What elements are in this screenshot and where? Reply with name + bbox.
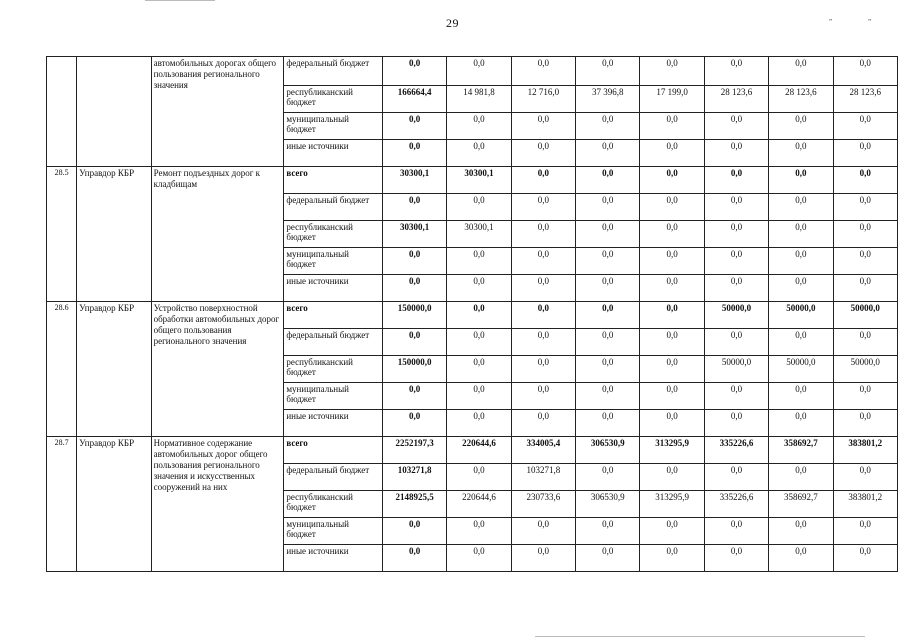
- funding-source-cell: муниципальный бюджет: [284, 113, 383, 140]
- scan-mark-right: „: [868, 14, 872, 22]
- year-amount-cell: 0,0: [640, 113, 704, 140]
- activity-description-cell: автомобильных дорогах общего пользования регионального значения: [151, 57, 284, 167]
- item-number-cell: 28.5: [47, 167, 77, 302]
- year-amount-cell: 0,0: [769, 248, 833, 275]
- year-amount-cell: 0,0: [769, 518, 833, 545]
- year-amount-cell: 383801,2: [833, 491, 897, 518]
- executor-cell: Управдор КБР: [77, 437, 151, 572]
- year-amount-cell: 335226,6: [704, 491, 768, 518]
- year-amount-cell: 0,0: [704, 329, 768, 356]
- year-amount-cell: 0,0: [704, 140, 768, 167]
- total-amount-cell: 150000,0: [382, 302, 446, 329]
- year-amount-cell: 0,0: [511, 167, 575, 194]
- year-amount-cell: 0,0: [640, 356, 704, 383]
- year-amount-cell: 220644,6: [447, 491, 511, 518]
- year-amount-cell: 0,0: [704, 410, 768, 437]
- year-amount-cell: 0,0: [447, 383, 511, 410]
- total-amount-cell: 2252197,3: [382, 437, 446, 464]
- year-amount-cell: 0,0: [447, 275, 511, 302]
- total-amount-cell: 0,0: [382, 383, 446, 410]
- year-amount-cell: 0,0: [769, 545, 833, 572]
- total-amount-cell: 0,0: [382, 545, 446, 572]
- executor-cell: Управдор КБР: [77, 302, 151, 437]
- year-amount-cell: 28 123,6: [704, 86, 768, 113]
- year-amount-cell: 0,0: [769, 329, 833, 356]
- year-amount-cell: 0,0: [704, 113, 768, 140]
- funding-source-cell: всего: [284, 437, 383, 464]
- year-amount-cell: 0,0: [833, 248, 897, 275]
- table-row: [47, 57, 898, 86]
- year-amount-cell: 358692,7: [769, 491, 833, 518]
- year-amount-cell: 0,0: [833, 275, 897, 302]
- year-amount-cell: 0,0: [769, 275, 833, 302]
- funding-source-cell: иные источники: [284, 410, 383, 437]
- activity-description-cell: Устройство поверхностной обработки автомобильных дорог общего пользования регионального значения: [151, 302, 284, 437]
- year-amount-cell: 0,0: [769, 383, 833, 410]
- total-amount-cell: 0,0: [382, 248, 446, 275]
- year-amount-cell: 0,0: [640, 545, 704, 572]
- year-amount-cell: 0,0: [833, 410, 897, 437]
- year-amount-cell: 0,0: [704, 57, 768, 86]
- year-amount-cell: 0,0: [769, 167, 833, 194]
- item-number-cell: 28.6: [47, 302, 77, 437]
- scan-mark-left: „: [829, 14, 833, 22]
- funding-source-cell: всего: [284, 167, 383, 194]
- year-amount-cell: 0,0: [447, 329, 511, 356]
- activity-description-cell: Нормативное содержание автомобильных дорог общего пользования регионального значения и искусственных сооружений на них: [151, 437, 284, 572]
- funding-source-cell: федеральный бюджет: [284, 57, 383, 86]
- year-amount-cell: 0,0: [576, 194, 640, 221]
- year-amount-cell: 0,0: [769, 194, 833, 221]
- total-amount-cell: 30300,1: [382, 167, 446, 194]
- item-number-cell: [47, 57, 77, 167]
- funding-source-cell: муниципальный бюджет: [284, 518, 383, 545]
- year-amount-cell: 0,0: [769, 57, 833, 86]
- year-amount-cell: 0,0: [833, 329, 897, 356]
- year-amount-cell: 0,0: [447, 248, 511, 275]
- year-amount-cell: 0,0: [640, 57, 704, 86]
- year-amount-cell: 50000,0: [769, 302, 833, 329]
- year-amount-cell: 30300,1: [447, 167, 511, 194]
- year-amount-cell: 0,0: [511, 302, 575, 329]
- year-amount-cell: 0,0: [769, 140, 833, 167]
- year-amount-cell: 0,0: [447, 140, 511, 167]
- year-amount-cell: 0,0: [447, 302, 511, 329]
- year-amount-cell: 37 396,8: [576, 86, 640, 113]
- total-amount-cell: 0,0: [382, 518, 446, 545]
- total-amount-cell: 0,0: [382, 329, 446, 356]
- year-amount-cell: 0,0: [576, 356, 640, 383]
- year-amount-cell: 0,0: [640, 464, 704, 491]
- total-amount-cell: 0,0: [382, 113, 446, 140]
- year-amount-cell: 0,0: [704, 167, 768, 194]
- year-amount-cell: 28 123,6: [769, 86, 833, 113]
- table-row: [47, 167, 898, 194]
- year-amount-cell: 0,0: [447, 113, 511, 140]
- year-amount-cell: 0,0: [576, 248, 640, 275]
- year-amount-cell: 0,0: [704, 194, 768, 221]
- year-amount-cell: 0,0: [833, 113, 897, 140]
- year-amount-cell: 0,0: [511, 248, 575, 275]
- year-amount-cell: 0,0: [833, 57, 897, 86]
- year-amount-cell: 0,0: [447, 410, 511, 437]
- year-amount-cell: 0,0: [447, 57, 511, 86]
- year-amount-cell: 50000,0: [704, 356, 768, 383]
- year-amount-cell: 12 716,0: [511, 86, 575, 113]
- year-amount-cell: 0,0: [511, 410, 575, 437]
- year-amount-cell: 0,0: [833, 194, 897, 221]
- year-amount-cell: 0,0: [640, 383, 704, 410]
- year-amount-cell: 0,0: [640, 410, 704, 437]
- funding-source-cell: федеральный бюджет: [284, 194, 383, 221]
- year-amount-cell: 0,0: [576, 57, 640, 86]
- year-amount-cell: 0,0: [511, 356, 575, 383]
- year-amount-cell: 0,0: [576, 464, 640, 491]
- year-amount-cell: 0,0: [576, 113, 640, 140]
- item-number-cell: 28.7: [47, 437, 77, 572]
- year-amount-cell: 334005,4: [511, 437, 575, 464]
- funding-source-cell: республиканский бюджет: [284, 86, 383, 113]
- page-number: 29: [446, 16, 459, 30]
- scan-line-top: [145, 0, 215, 1]
- funding-source-cell: республиканский бюджет: [284, 491, 383, 518]
- year-amount-cell: 0,0: [640, 275, 704, 302]
- year-amount-cell: 0,0: [769, 221, 833, 248]
- funding-source-cell: федеральный бюджет: [284, 464, 383, 491]
- year-amount-cell: 0,0: [511, 545, 575, 572]
- funding-source-cell: всего: [284, 302, 383, 329]
- funding-source-cell: республиканский бюджет: [284, 356, 383, 383]
- executor-cell: [77, 57, 151, 167]
- year-amount-cell: 14 981,8: [447, 86, 511, 113]
- year-amount-cell: 0,0: [640, 194, 704, 221]
- year-amount-cell: 0,0: [769, 113, 833, 140]
- year-amount-cell: 0,0: [511, 275, 575, 302]
- year-amount-cell: 0,0: [576, 140, 640, 167]
- year-amount-cell: 358692,7: [769, 437, 833, 464]
- year-amount-cell: 0,0: [576, 410, 640, 437]
- year-amount-cell: 383801,2: [833, 437, 897, 464]
- year-amount-cell: 0,0: [704, 383, 768, 410]
- budget-table: [46, 56, 898, 572]
- total-amount-cell: 0,0: [382, 410, 446, 437]
- total-amount-cell: 2148925,5: [382, 491, 446, 518]
- year-amount-cell: 0,0: [447, 464, 511, 491]
- year-amount-cell: 50000,0: [704, 302, 768, 329]
- year-amount-cell: 0,0: [576, 221, 640, 248]
- year-amount-cell: 0,0: [447, 194, 511, 221]
- total-amount-cell: 0,0: [382, 194, 446, 221]
- funding-source-cell: иные источники: [284, 140, 383, 167]
- year-amount-cell: 0,0: [511, 221, 575, 248]
- year-amount-cell: 50000,0: [833, 356, 897, 383]
- year-amount-cell: 0,0: [640, 302, 704, 329]
- year-amount-cell: 0,0: [833, 167, 897, 194]
- year-amount-cell: 0,0: [640, 140, 704, 167]
- year-amount-cell: 0,0: [511, 194, 575, 221]
- table-row: [47, 437, 898, 464]
- year-amount-cell: 0,0: [640, 329, 704, 356]
- total-amount-cell: 150000,0: [382, 356, 446, 383]
- year-amount-cell: 0,0: [576, 167, 640, 194]
- year-amount-cell: 0,0: [833, 518, 897, 545]
- year-amount-cell: 220644,6: [447, 437, 511, 464]
- funding-source-cell: муниципальный бюджет: [284, 248, 383, 275]
- year-amount-cell: 0,0: [833, 545, 897, 572]
- year-amount-cell: 0,0: [769, 410, 833, 437]
- year-amount-cell: 0,0: [704, 518, 768, 545]
- year-amount-cell: 28 123,6: [833, 86, 897, 113]
- year-amount-cell: 0,0: [704, 275, 768, 302]
- year-amount-cell: 0,0: [511, 57, 575, 86]
- total-amount-cell: 103271,8: [382, 464, 446, 491]
- total-amount-cell: 0,0: [382, 57, 446, 86]
- year-amount-cell: 0,0: [769, 464, 833, 491]
- executor-cell: Управдор КБР: [77, 167, 151, 302]
- funding-source-cell: иные источники: [284, 275, 383, 302]
- year-amount-cell: 0,0: [640, 248, 704, 275]
- total-amount-cell: 30300,1: [382, 221, 446, 248]
- year-amount-cell: 0,0: [640, 518, 704, 545]
- activity-description-cell: Ремонт подъездных дорог к кладбищам: [151, 167, 284, 302]
- year-amount-cell: 103271,8: [511, 464, 575, 491]
- year-amount-cell: 0,0: [576, 329, 640, 356]
- year-amount-cell: 0,0: [447, 545, 511, 572]
- table-row: [47, 302, 898, 329]
- year-amount-cell: 0,0: [576, 302, 640, 329]
- year-amount-cell: 313295,9: [640, 437, 704, 464]
- funding-source-cell: федеральный бюджет: [284, 329, 383, 356]
- year-amount-cell: 306530,9: [576, 437, 640, 464]
- year-amount-cell: 335226,6: [704, 437, 768, 464]
- year-amount-cell: 0,0: [576, 545, 640, 572]
- year-amount-cell: 0,0: [576, 275, 640, 302]
- year-amount-cell: 0,0: [511, 113, 575, 140]
- scan-line-bottom: [535, 636, 865, 637]
- year-amount-cell: 0,0: [447, 518, 511, 545]
- year-amount-cell: 0,0: [833, 383, 897, 410]
- year-amount-cell: 0,0: [704, 545, 768, 572]
- year-amount-cell: 0,0: [511, 329, 575, 356]
- year-amount-cell: 0,0: [704, 221, 768, 248]
- year-amount-cell: 306530,9: [576, 491, 640, 518]
- year-amount-cell: 0,0: [447, 356, 511, 383]
- funding-source-cell: республиканский бюджет: [284, 221, 383, 248]
- table-body: [47, 57, 898, 572]
- year-amount-cell: 313295,9: [640, 491, 704, 518]
- year-amount-cell: 0,0: [704, 248, 768, 275]
- year-amount-cell: 0,0: [833, 221, 897, 248]
- total-amount-cell: 0,0: [382, 140, 446, 167]
- funding-source-cell: муниципальный бюджет: [284, 383, 383, 410]
- year-amount-cell: 50000,0: [833, 302, 897, 329]
- year-amount-cell: 30300,1: [447, 221, 511, 248]
- year-amount-cell: 17 199,0: [640, 86, 704, 113]
- year-amount-cell: 0,0: [833, 464, 897, 491]
- year-amount-cell: 0,0: [704, 464, 768, 491]
- year-amount-cell: 0,0: [640, 167, 704, 194]
- year-amount-cell: 0,0: [576, 518, 640, 545]
- year-amount-cell: 0,0: [576, 383, 640, 410]
- year-amount-cell: 230733,6: [511, 491, 575, 518]
- year-amount-cell: 50000,0: [769, 356, 833, 383]
- year-amount-cell: 0,0: [833, 140, 897, 167]
- total-amount-cell: 0,0: [382, 275, 446, 302]
- year-amount-cell: 0,0: [640, 221, 704, 248]
- total-amount-cell: 166664,4: [382, 86, 446, 113]
- year-amount-cell: 0,0: [511, 383, 575, 410]
- funding-source-cell: иные источники: [284, 545, 383, 572]
- year-amount-cell: 0,0: [511, 140, 575, 167]
- year-amount-cell: 0,0: [511, 518, 575, 545]
